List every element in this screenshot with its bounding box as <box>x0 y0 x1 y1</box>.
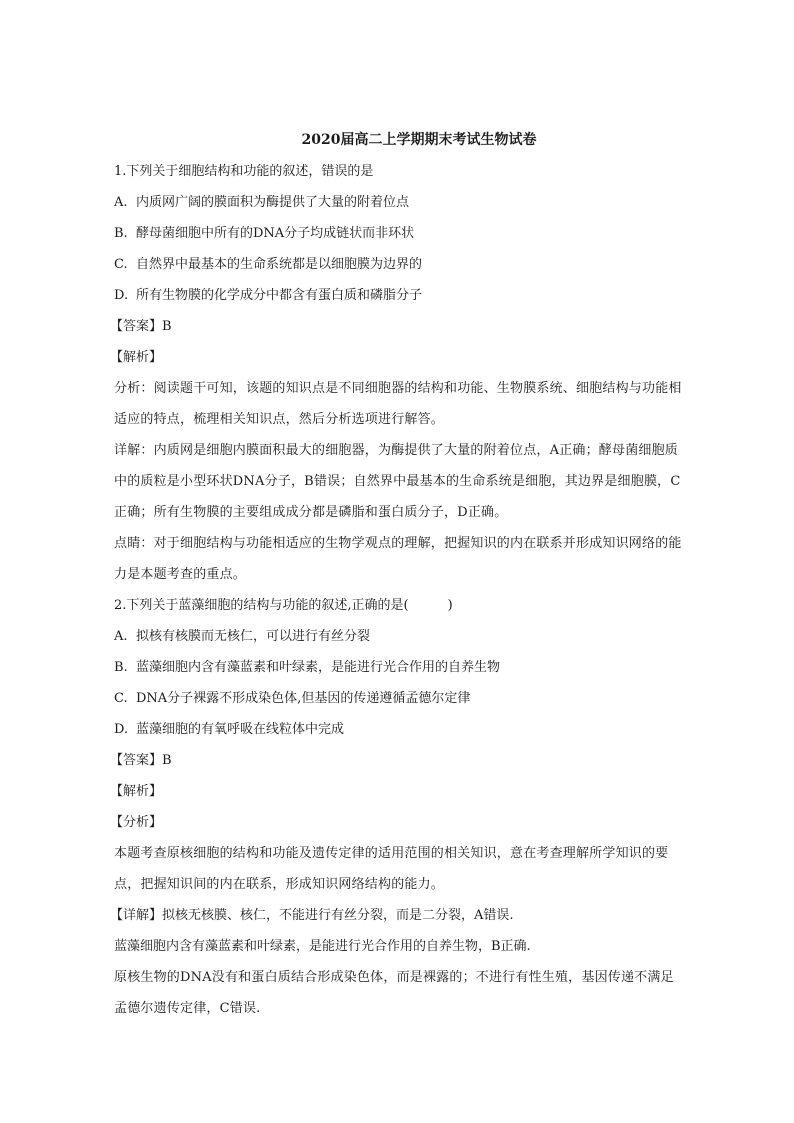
question-2-option-d <box>114 714 684 745</box>
question-1-option-c <box>114 249 684 280</box>
question-1-analysis-summary: 分析：阅读题干可知，该题的知识点是不同细胞器的结构和功能、生物膜系统、细胞结构与功能相适应的特点，梳理相关知识点，然后分析选项进行解答。 <box>114 381 682 427</box>
option-letter: C. <box>114 257 128 272</box>
question-2-fenxi-text: 本题考查原核细胞的结构和功能及遗传定律的适用范围的相关知识，意在考查理解所学知识的要点，把握知识间的内在联系，形成知识网络结构的能力。 <box>114 846 669 892</box>
question-1-analysis-detail: 详解：内质网是细胞内膜面积最大的细胞器，为酶提供了大量的附着位点，A正确；酵母菌细胞质中的质粒是小型环状DNA分子，B错误；自然界中最基本的生命系统是细胞，其边界是细胞膜，C正确；所有生物膜的主要组成成分都是磷脂和蛋白质分子，D正确。 <box>114 443 681 520</box>
question-2-analysis-label: 【解析】 <box>110 784 163 799</box>
question-2-answer: 【答案】B <box>110 753 172 768</box>
option-text: DNA分子裸露不形成染色体,但基因的传递遵循孟德尔定律 <box>136 691 471 706</box>
question-1-stem: 1.下列关于细胞结构和功能的叙述，错误的是 <box>114 164 374 179</box>
option-letter: A. <box>114 195 128 210</box>
question-2-fenxi-label: 【分析】 <box>110 815 163 830</box>
question-1-analysis-note: 点睛：对于细胞结构与功能相适应的生物学观点的理解，把握知识的内在联系并形成知识网络的能力是本题考查的重点。 <box>114 536 682 582</box>
question-1-analysis-label: 【解析】 <box>110 350 163 365</box>
question-1-option-d <box>114 280 684 311</box>
question-2-option-a <box>114 621 684 652</box>
option-letter: A. <box>114 629 128 644</box>
exam-page <box>110 128 684 1024</box>
question-2-detail-b: 蓝藻细胞内含有藻蓝素和叶绿素，是能进行光合作用的自养生物，B正确. <box>114 939 531 954</box>
option-letter: D. <box>114 288 129 303</box>
option-text: 蓝藻细胞内含有藻蓝素和叶绿素，是能进行光合作用的自养生物 <box>136 660 501 675</box>
option-text: 自然界中最基本的生命系统都是以细胞膜为边界的 <box>136 257 423 272</box>
question-2-stem: 2.下列关于蓝藻细胞的结构与功能的叙述,正确的是( ) <box>114 598 453 613</box>
question-2-detail-c: 原核生物的DNA没有和蛋白质结合形成染色体，而是裸露的；不进行有性生殖，基因传递不满足孟德尔遗传定律，C错误. <box>114 970 674 1016</box>
question-2-option-b <box>114 652 684 683</box>
option-letter: D. <box>114 722 129 737</box>
question-1-option-a <box>114 187 684 218</box>
option-text: 拟核有核膜而无核仁，可以进行有丝分裂 <box>136 629 371 644</box>
option-text: 蓝藻细胞的有氧呼吸在线粒体中完成 <box>136 722 345 737</box>
question-1-option-b <box>114 218 684 249</box>
page-title: 2020届高二上学期期末考试生物试卷 <box>301 132 537 148</box>
option-letter: B. <box>114 660 128 675</box>
option-text: 酵母菌细胞中所有的DNA分子均成链状而非环状 <box>136 226 415 241</box>
question-2-detail-a: 【详解】拟核无核膜、核仁，不能进行有丝分裂，而是二分裂，A错误. <box>110 908 514 923</box>
option-letter: C. <box>114 691 128 706</box>
option-text: 所有生物膜的化学成分中都含有蛋白质和磷脂分子 <box>136 288 423 303</box>
question-2-option-c <box>114 683 684 714</box>
option-letter: B. <box>114 226 128 241</box>
question-1-answer: 【答案】B <box>110 319 172 334</box>
option-text: 内质网广阔的膜面积为酶提供了大量的附着位点 <box>136 195 410 210</box>
